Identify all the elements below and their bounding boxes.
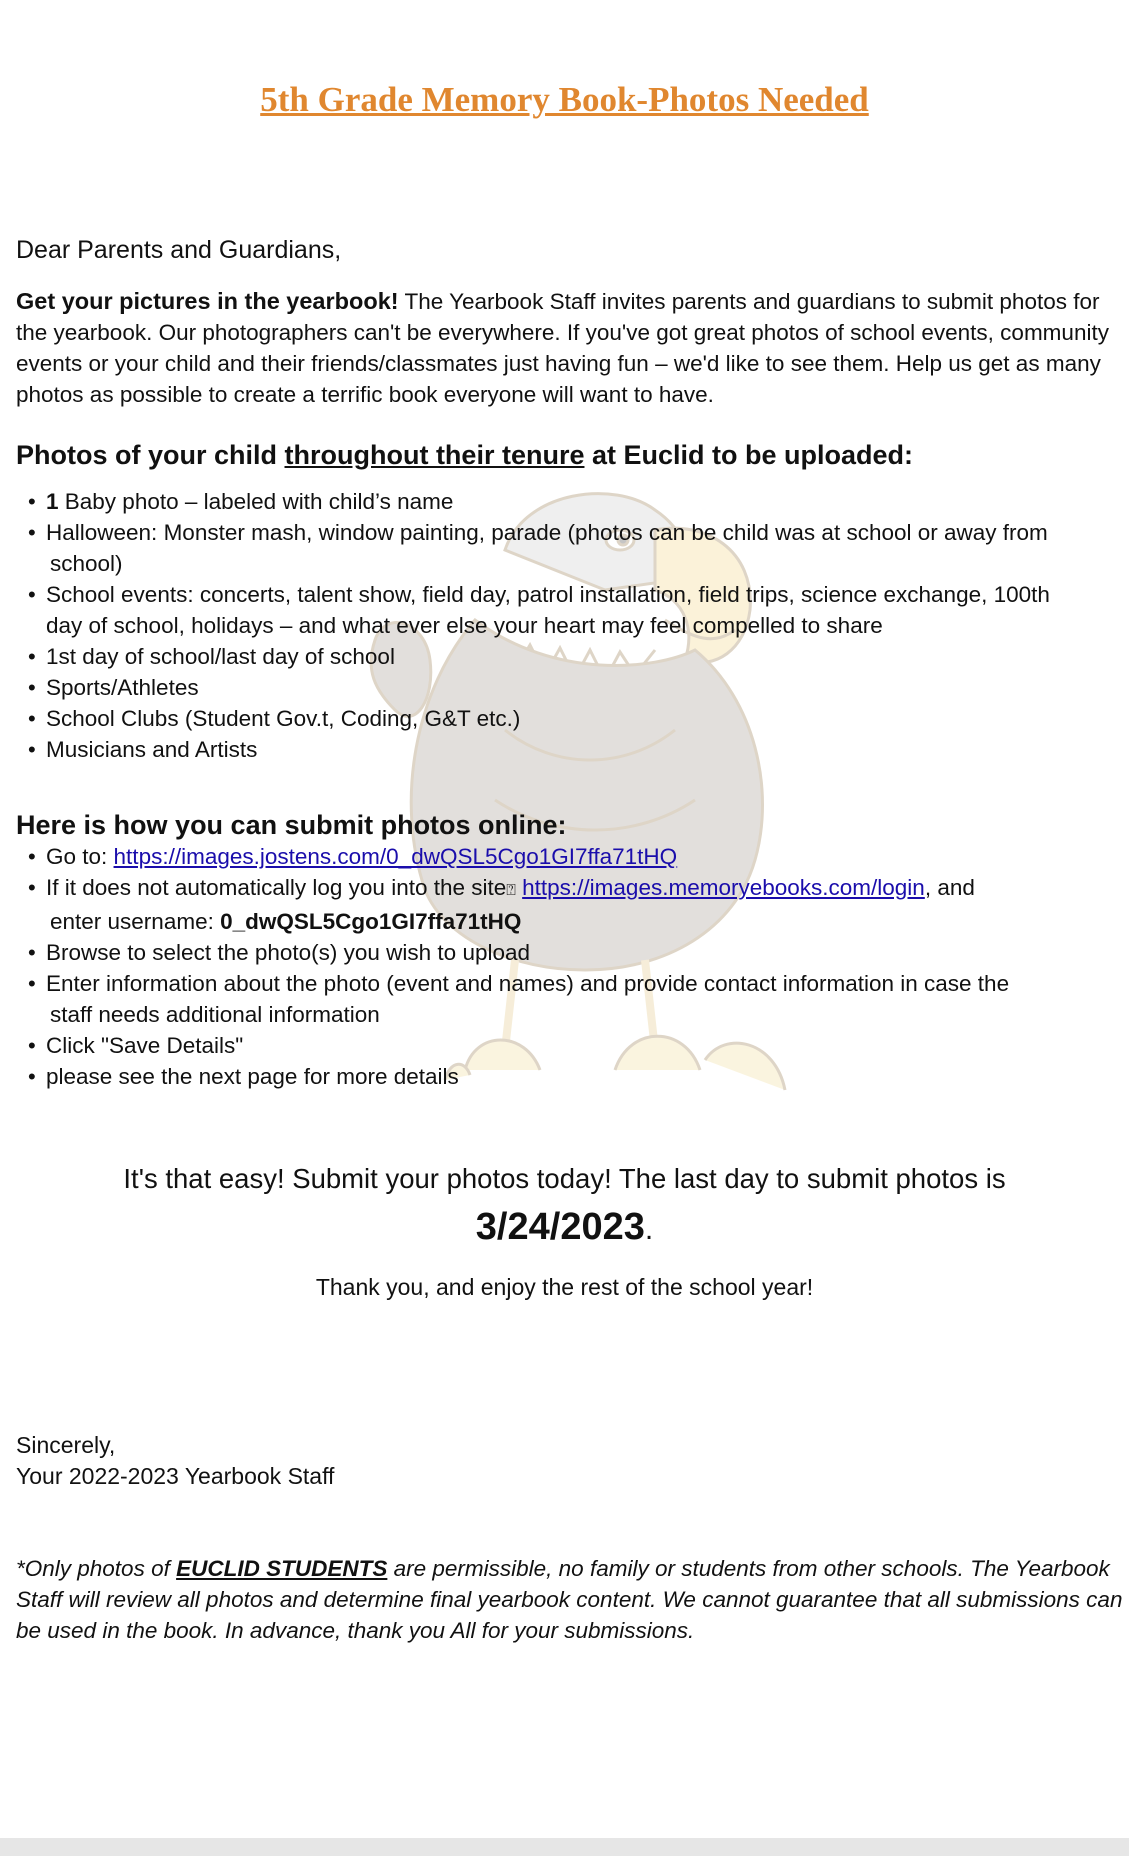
- list-item-text: School events: concerts, talent show, field day, patrol installation, field trips, science exchange, 100th: [46, 582, 1050, 607]
- list-item: [28, 734, 1118, 765]
- signoff: [16, 1430, 334, 1492]
- photos-heading-post: at Euclid to be uploaded:: [584, 440, 913, 470]
- bottom-scroll-bar: [0, 1838, 1129, 1856]
- deadline-period: .: [644, 1213, 654, 1246]
- list-item-text: Browse to select the photo(s) you wish to upload: [46, 940, 531, 965]
- list-item: [28, 486, 1118, 517]
- signoff-line: Sincerely,: [16, 1432, 116, 1458]
- list-item: [28, 968, 1118, 1030]
- list-item: [28, 1061, 1118, 1092]
- submit-steps-list: [28, 841, 1118, 1092]
- login-text-post: , and: [924, 875, 975, 900]
- list-item: [28, 517, 1118, 579]
- memoryebooks-login-link[interactable]: https://images.memoryebooks.com/login: [522, 875, 925, 900]
- list-item: [28, 703, 1118, 734]
- deadline-date-value: 3/24/2023: [475, 1206, 645, 1248]
- list-item: [28, 1030, 1118, 1061]
- list-item-text: Halloween: Monster mash, window painting, parade (photos can be child was at school or away from: [46, 520, 1048, 545]
- list-item-text: 1st day of school/last day of school: [46, 644, 395, 669]
- list-item: [28, 937, 1118, 968]
- login-text: If it does not automatically log you into the site: [46, 875, 507, 900]
- deadline-text: It's that easy! Submit your photos today! The last day to submit photos is: [123, 1163, 1006, 1194]
- list-item-text: Baby photo – labeled with child’s name: [58, 489, 454, 514]
- footnote-underlined: EUCLID STUDENTS: [176, 1556, 388, 1581]
- goto-label: Go to:: [46, 844, 114, 869]
- username-value: 0_dwQSL5Cgo1GI7ffa71tHQ: [220, 909, 522, 934]
- username-label: enter username:: [50, 909, 221, 934]
- list-item-text: Musicians and Artists: [46, 737, 258, 762]
- photos-heading-underlined: throughout their tenure: [284, 440, 585, 470]
- list-item: [28, 841, 1118, 872]
- signoff-signature: Your 2022-2023 Yearbook Staff: [16, 1463, 335, 1489]
- list-item-text: Sports/Athletes: [46, 675, 199, 700]
- intro-body: The Yearbook Staff invites parents and guardians to submit photos for the yearbook. Our photographers can't be everywhere. If you've got great photos of school events, community events or your child and their friends/classmates just having fun – we'd like to see them. Help us get as many photos as possible to create a terrific book everyone will want to have.: [16, 289, 1109, 407]
- submit-heading: Here is how you can submit photos online:: [16, 810, 567, 840]
- list-item-text: School Clubs (Student Gov.t, Coding, G&T etc.): [46, 706, 521, 731]
- intro-lead: Get your pictures in the yearbook!: [16, 288, 399, 314]
- list-item-continuation: day of school, holidays – and what ever else your heart may feel compelled to share: [46, 613, 883, 638]
- list-item-bold: 1: [46, 489, 59, 514]
- list-item-text: please see the next page for more details: [46, 1064, 459, 1089]
- jostens-link[interactable]: https://images.jostens.com/0_dwQSL5Cgo1GI7ffa71tHQ: [113, 844, 678, 869]
- list-item-continuation: staff needs additional information: [50, 1002, 380, 1027]
- list-item-text: Enter information about the photo (event and names) and provide contact information in case the: [46, 971, 1010, 996]
- deadline-date: [0, 1206, 1129, 1249]
- list-item: [28, 672, 1118, 703]
- footnote-post: are permissible, no family or students from other schools. The Yearbook Staff will review all photos and determine final yearbook content. We cannot guarantee that all submissions can be used in the book. In advance, thank you All for your submissions.: [16, 1556, 1123, 1643]
- photos-list: [28, 486, 1118, 765]
- list-item: [28, 579, 1118, 641]
- list-item: [28, 641, 1118, 672]
- page-title: 5th Grade Memory Book-Photos Needed: [260, 80, 869, 119]
- missing-glyph-icon: ⍰: [506, 882, 516, 899]
- footnote-pre: *Only photos of: [16, 1556, 177, 1581]
- greeting: Dear Parents and Guardians,: [16, 236, 342, 264]
- photos-heading: [16, 440, 913, 471]
- thank-you-line: Thank you, and enjoy the rest of the school year!: [315, 1274, 814, 1300]
- photos-heading-pre: Photos of your child: [16, 440, 285, 470]
- list-item-continuation: school): [50, 551, 123, 576]
- intro-paragraph: [16, 286, 1116, 410]
- list-item: [28, 872, 1118, 937]
- footnote: [16, 1553, 1126, 1646]
- list-item-text: Click "Save Details": [46, 1033, 244, 1058]
